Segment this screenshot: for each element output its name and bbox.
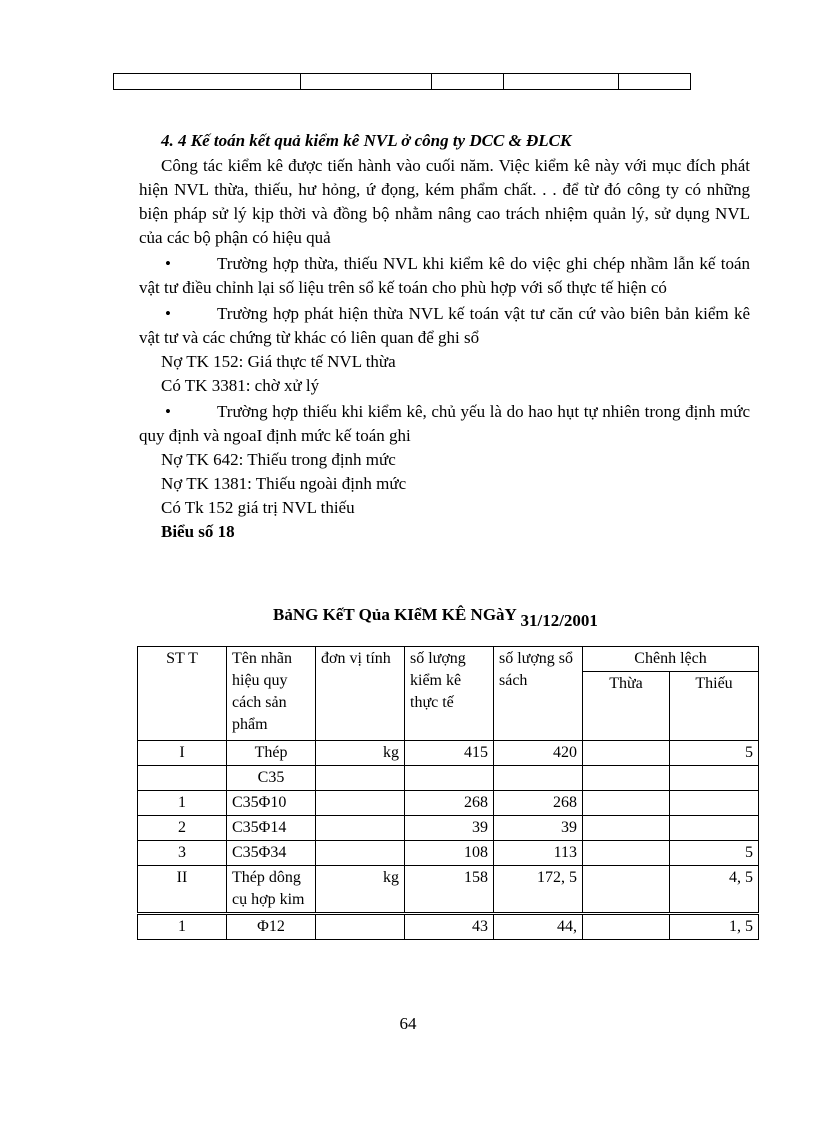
table-title [273, 605, 598, 630]
cell-actual: 39 [405, 816, 494, 841]
header-actual: số lượng kiểm kê thực tế [405, 647, 494, 741]
cell-book: 172, 5 [494, 866, 583, 914]
table-row [138, 914, 759, 940]
cell-name: C35 [227, 766, 316, 791]
cell-name: Thép dông cụ hợp kim [227, 866, 316, 914]
cell-actual: 158 [405, 866, 494, 914]
cell-surplus [583, 741, 670, 766]
cell-book: 268 [494, 791, 583, 816]
cell-name: C35Φ14 [227, 816, 316, 841]
header-shortage: Thiếu [670, 672, 759, 741]
table-row [138, 816, 759, 841]
intro-paragraph: Công tác kiểm kê được tiến hành vào cuối năm. Việc kiểm kê này với mục đích phát hiện NVL thừa, thiếu, hư hỏng, ứ đọng, kém phẩm chất. . . để từ đó công ty có những biện pháp sử lý kịp thời và đồng bộ nhằm nâng cao trách nhiệm quản lý, sử dụng NVL của các bộ phận có hiệu quả [139, 156, 750, 247]
cell-shortage: 5 [670, 841, 759, 866]
cell-actual: 268 [405, 791, 494, 816]
cell-name: Φ12 [227, 914, 316, 940]
cell-stt [138, 766, 227, 791]
cell-shortage [670, 816, 759, 841]
cell-surplus [583, 766, 670, 791]
top-table-cell [504, 74, 619, 90]
exhibit-label: Biểu số 18 [161, 522, 235, 541]
cell-actual: 43 [405, 914, 494, 940]
cell-book [494, 766, 583, 791]
cell-actual [405, 766, 494, 791]
bullet-icon: • [165, 402, 171, 421]
cell-actual: 108 [405, 841, 494, 866]
top-table-cell [114, 74, 301, 90]
section-heading: 4. 4 Kế toán kết quả kiểm kê NVL ở công ty DCC & ĐLCK [161, 131, 572, 150]
cell-unit: kg [316, 866, 405, 914]
table-row [138, 791, 759, 816]
cell-stt: 2 [138, 816, 227, 841]
journal-entry: Nợ TK 642: Thiếu trong định mức [161, 450, 396, 469]
bullet-text: Trường hợp phát hiện thừa NVL kế toán vật tư căn cứ vào biên bản kiểm kê vật tư và các chứng từ khác có liên quan để ghi sổ [139, 304, 750, 347]
cell-stt: I [138, 741, 227, 766]
cell-book: 420 [494, 741, 583, 766]
header-difference: Chênh lệch [583, 647, 759, 672]
table-row [138, 766, 759, 791]
cell-surplus [583, 914, 670, 940]
cell-unit [316, 841, 405, 866]
cell-book: 113 [494, 841, 583, 866]
cell-shortage: 4, 5 [670, 866, 759, 914]
cell-unit [316, 914, 405, 940]
cell-shortage: 1, 5 [670, 914, 759, 940]
top-table-cell [301, 74, 432, 90]
cell-book: 44, [494, 914, 583, 940]
table-row [138, 841, 759, 866]
bullet-text: Trường hợp thừa, thiếu NVL khi kiểm kê do việc ghi chép nhầm lẫn kế toán vật tư điều chỉnh lại số liệu trên sổ kế toán cho phù hợp với số thực tế hiện có [139, 254, 750, 297]
cell-stt: 1 [138, 791, 227, 816]
cell-surplus [583, 816, 670, 841]
table-title-date: 31/12/2001 [520, 611, 598, 630]
bullet-item [139, 302, 750, 350]
journal-entry: Nợ TK 1381: Thiếu ngoài định mức [161, 474, 407, 493]
cell-stt: 1 [138, 914, 227, 940]
bullet-item [139, 400, 750, 448]
header-name: Tên nhãn hiệu quy cách sản phẩm [227, 647, 316, 741]
cell-unit [316, 766, 405, 791]
cell-name: C35Φ10 [227, 791, 316, 816]
inventory-result-table [137, 646, 759, 940]
cell-surplus [583, 841, 670, 866]
top-table-cell [619, 74, 691, 90]
cell-shortage [670, 766, 759, 791]
cell-stt: 3 [138, 841, 227, 866]
page-number: 64 [399, 1014, 417, 1033]
journal-entry: Có Tk 152 giá trị NVL thiếu [161, 498, 355, 517]
bullet-item [139, 252, 750, 300]
cell-actual: 415 [405, 741, 494, 766]
document-body [139, 128, 750, 544]
top-table-fragment [113, 73, 691, 90]
header-surplus: Thừa [583, 672, 670, 741]
header-stt: ST T [138, 647, 227, 741]
header-unit: đơn vị tính [316, 647, 405, 741]
table-title-text: BảNG KếT Qủa KIểM KÊ NGàY [273, 605, 517, 624]
cell-unit: kg [316, 741, 405, 766]
bullet-icon: • [165, 254, 171, 273]
table-row [138, 741, 759, 766]
cell-stt: II [138, 866, 227, 914]
cell-name: C35Φ34 [227, 841, 316, 866]
cell-surplus [583, 791, 670, 816]
journal-entry: Nợ TK 152: Giá thực tế NVL thừa [161, 352, 396, 371]
header-book: số lượng sổ sách [494, 647, 583, 741]
bullet-icon: • [165, 304, 171, 323]
cell-shortage: 5 [670, 741, 759, 766]
bullet-text: Trường hợp thiếu khi kiểm kê, chủ yếu là do hao hụt tự nhiên trong định mức quy định và ngoaI định mức kế toán ghi [139, 402, 750, 445]
cell-unit [316, 816, 405, 841]
top-table-cell [432, 74, 504, 90]
cell-surplus [583, 866, 670, 914]
journal-entry: Có TK 3381: chờ xử lý [161, 376, 320, 395]
cell-name: Thép [227, 741, 316, 766]
cell-shortage [670, 791, 759, 816]
table-row [138, 866, 759, 914]
cell-book: 39 [494, 816, 583, 841]
cell-unit [316, 791, 405, 816]
